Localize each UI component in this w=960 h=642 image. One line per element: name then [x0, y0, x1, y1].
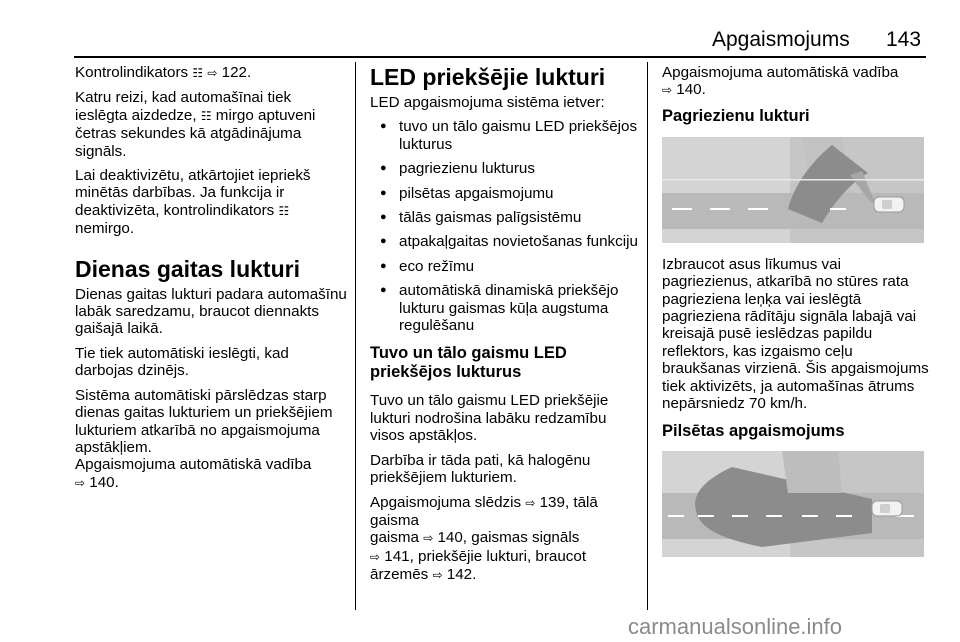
indicator-icon: ☷ — [278, 203, 290, 218]
cross-reference-paragraph: Apgaismojuma slēdzis ⇨ 139, tālā gaisma gaisma ⇨ 140, gaismas signāls ⇨ 141, priekšējie lukturi, braucot ārzemēs ⇨ 142. — [370, 493, 598, 584]
reference-arrow-icon: ⇨ — [525, 495, 536, 510]
column-divider-1 — [355, 62, 356, 610]
column-3 — [662, 64, 932, 570]
section-heading: Dienas gaitas lukturi — [75, 255, 300, 282]
reference-arrow-icon: ⇨ — [207, 66, 218, 80]
indicator-icon: ☷ — [192, 66, 204, 80]
section-heading: LED priekšējie lukturi — [370, 64, 606, 90]
column-divider-2 — [647, 62, 648, 610]
intro-text: LED apgaismojuma sistēma ietver: — [370, 94, 605, 111]
reference-arrow-icon: ⇨ — [75, 475, 86, 490]
reference-arrow-icon: ⇨ — [423, 531, 434, 546]
reference-arrow-icon: ⇨ — [370, 549, 381, 564]
paragraph: Katru reizi, kad automašīnai tiek ieslēgta aizdedze, ☷ mirgo aptuveni četras sekundes kā atgādinājuma signāls. — [75, 89, 316, 160]
cross-reference: Apgaismojuma automātiskā vadība ⇨ 140. — [75, 456, 312, 491]
column-1 — [75, 64, 347, 499]
indicator-reference: Kontrolindikators ☷ ⇨ 122. — [75, 64, 252, 81]
paragraph: Sistēma automātiski pārslēdzas starp dienas gaitas lukturiem un priekšējiem lukturiem atkarībā no apgaismojuma apstākļiem. — [75, 386, 333, 456]
column-2 — [370, 64, 638, 592]
section-heading: Pagriezienu lukturi — [662, 106, 810, 125]
indicator-icon: ☷ — [200, 108, 212, 123]
list-item: ● atpakaļgaitas novietošanas funkciju — [370, 233, 638, 250]
reference-arrow-icon: ⇨ — [432, 568, 443, 583]
paragraph: Tie tiek automātiski ieslēgti, kad darbojas dzinējs. — [75, 344, 289, 380]
page-number: 143 — [886, 28, 922, 51]
paragraph: Darbība ir tāda pati, kā halogēnu priekšējiem lukturiem. — [370, 451, 591, 487]
list-item: ● automātiskā dinamiskā priekšējo lukturu gaismas kūļa augstuma regulēšanu — [370, 282, 638, 334]
paragraph: Dienas gaitas lukturi padara automašīnu labāk saredzamu, braucot diennakts gaišajā laikā. — [75, 285, 347, 338]
list-item: ● tuvo un tālo gaismu LED priekšējos lukturus — [370, 118, 638, 153]
list-item: ● pilsētas apgaismojumu — [370, 185, 638, 202]
watermark: carmanualsonline.info — [628, 614, 843, 639]
car-icon — [872, 501, 902, 516]
paragraph: Izbraucot asus līkumus vai pagriezienus, atkarībā no stūres rata pagrieziena leņķa vai ieslēgtā pagrieziena rādītāju signāla labajā vai kreisajā pusē ieslēdzas papildu reflektors, kas izgaismo ceļu braukšanas virzienā. Šis apgaismojums tiek aktivizēts, ja automašīnas ātrums nepārsniedz 70 km/h. — [662, 255, 929, 413]
car-icon — [874, 197, 904, 212]
reference-arrow-icon: ⇨ — [662, 83, 673, 98]
sub-heading: Tuvo un tālo gaismu LED priekšējos lukturus — [370, 344, 567, 382]
paragraph: Lai deaktivizētu, atkārtojiet iepriekš minētās darbības. Ja funkcija ir deaktivizēta, kontrolindikators ☷ nemirgo. — [75, 167, 311, 238]
paragraph: Tuvo un tālo gaismu LED priekšējie lukturi nodrošina labāku redzamību visos apstākļos. — [370, 392, 609, 445]
city-light-illustration — [662, 451, 924, 557]
header-rule — [74, 56, 926, 58]
feature-list — [370, 118, 638, 334]
list-item: ● tālās gaismas palīgsistēmu — [370, 209, 638, 226]
list-item: ● eco režīmu — [370, 258, 638, 275]
cornering-light-illustration — [662, 137, 924, 243]
cross-reference: Apgaismojuma automātiskā vadība ⇨ 140. — [662, 64, 899, 99]
section-heading: Pilsētas apgaismojums — [662, 422, 845, 441]
running-header-title: Apgaismojums — [712, 28, 850, 51]
list-item: ● pagriezienu lukturus — [370, 160, 638, 177]
